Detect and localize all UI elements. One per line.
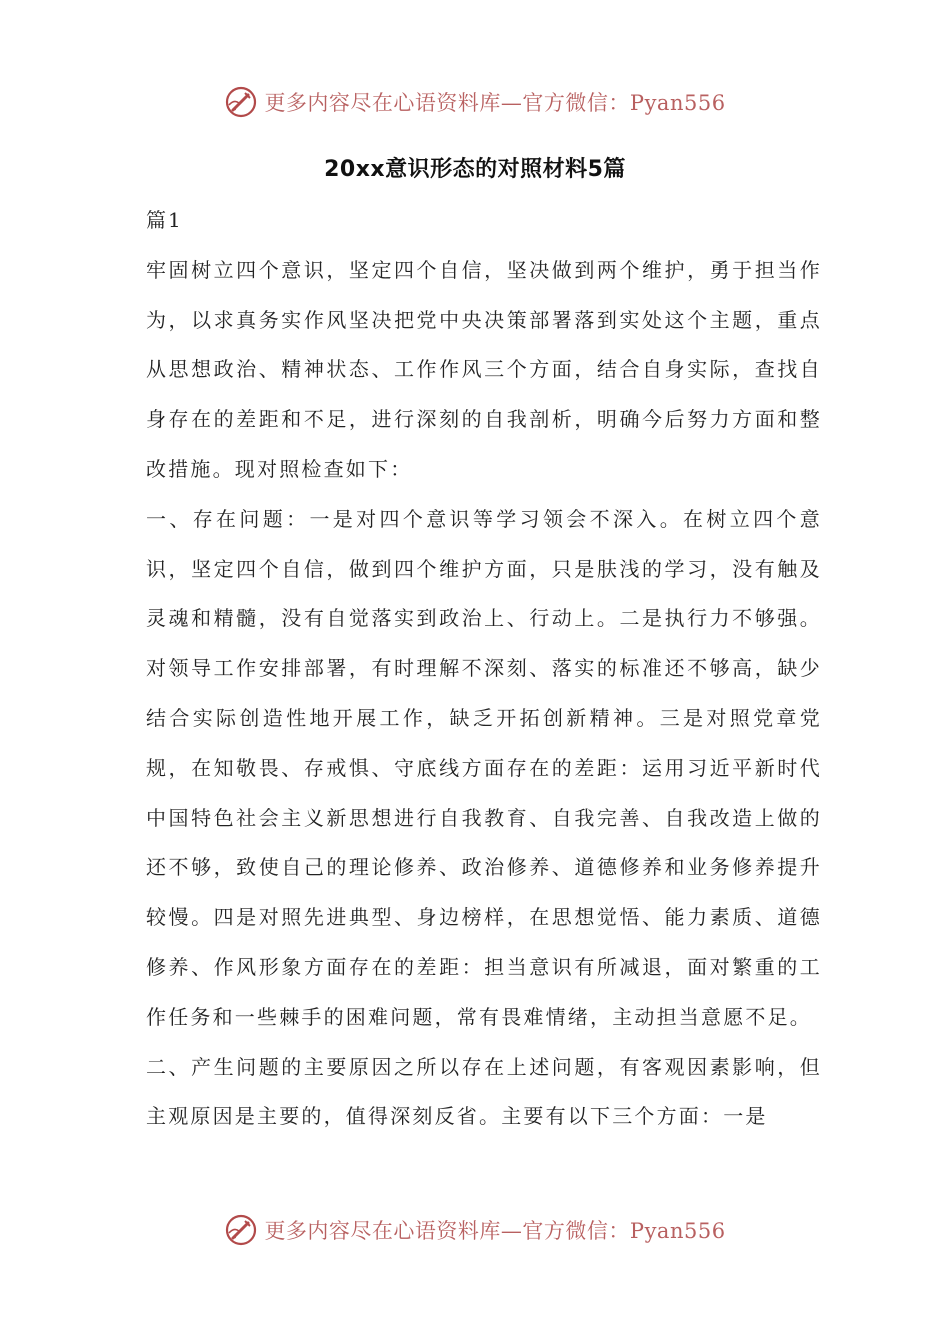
paragraph-causes: 二、产生问题的主要原因之所以存在上述问题，有客观因素影响，但主观原因是主要的，值得深刻反省。主要有以下三个方面：一是	[146, 1054, 822, 1129]
pen-logo-icon	[224, 1213, 258, 1247]
paragraph-intro: 牢固树立四个意识，坚定四个自信，坚决做到两个维护，勇于担当作为，以求真务实作风坚决把党中央决策部署落到实处这个主题，重点从思想政治、精神状态、工作作风三个方面，结合自身实际，查找自身存在的差距和不足，进行深刻的自我剖析，明确今后努力方面和整改措施。现对照检查如下：	[146, 257, 822, 481]
document-body	[146, 196, 822, 1142]
document-title: 20xx意识形态的对照材料5篇	[324, 157, 626, 182]
watermark-banner-top	[0, 82, 950, 122]
section-label: 篇1	[146, 208, 183, 232]
pen-logo-icon	[224, 85, 258, 119]
paragraph-problems: 一、存在问题：一是对四个意识等学习领会不深入。在树立四个意识，坚定四个自信，做到四个维护方面，只是肤浅的学习，没有触及灵魂和精髓，没有自觉落实到政治上、行动上。二是执行力不够强。对领导工作安排部署，有时理解不深刻、落实的标准还不够高，缺少结合实际创造性地开展工作，缺乏开拓创新精神。三是对照党章党规，在知敬畏、存戒惧、守底线方面存在的差距：运用习近平新时代中国特色社会主义新思想进行自我教育、自我完善、自我改造上做的还不够，致使自己的理论修养、政治修养、道德修养和业务修养提升较慢。四是对照先进典型、身边榜样，在思想觉悟、能力素质、道德修养、作风形象方面存在的差距：担当意识有所减退，面对繁重的工作任务和一些棘手的困难问题，常有畏难情绪，主动担当意愿不足。	[146, 506, 822, 1029]
watermark-text-bottom: 更多内容尽在心语资料库—官方微信：Pyan556	[264, 1219, 726, 1243]
watermark-text-top: 更多内容尽在心语资料库—官方微信：Pyan556	[264, 91, 726, 115]
watermark-banner-bottom	[0, 1210, 950, 1250]
